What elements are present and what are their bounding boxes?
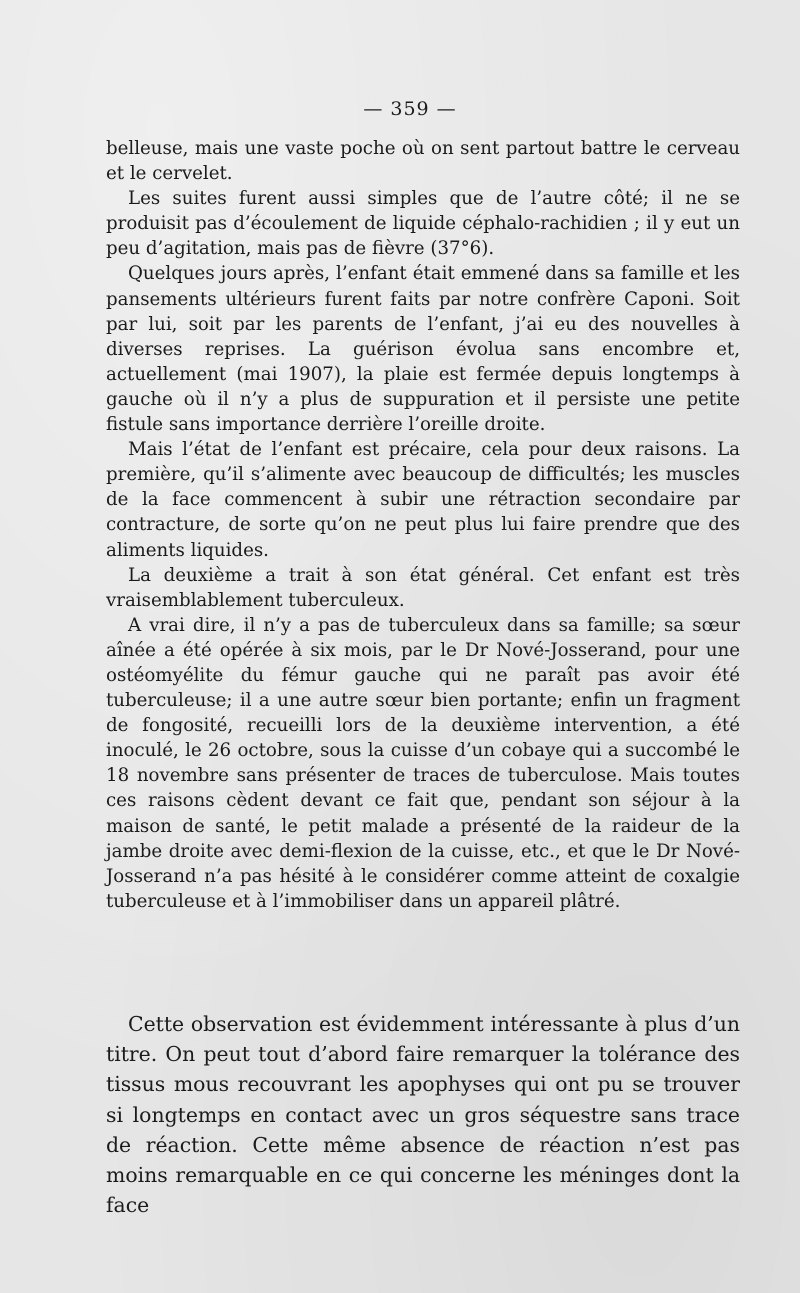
paragraph: Cette observation est évidemment intéressante à plus d’un titre. On peut tout d’abord faire remarquer la tolérance des tissus mous recouvrant les apophyses qui ont pu se trouver si longtemps en contact avec un gros séquestre sans trace de réaction. Cette même absence de réaction n’est pas moins remarquable en ce qui concerne les méninges dont la face	[106, 1012, 740, 1218]
discussion-text	[106, 1009, 740, 1220]
paragraph: Quelques jours après, l’enfant était emmené dans sa famille et les pansements ultérieurs furent faits par notre confrère Caponi. Soit par lui, soit par les parents de l’enfant, j’ai eu des nouvelles à diverses reprises. La guérison évolua sans encombre et, actuellement (mai 1907), la plaie est fermée depuis longtemps à gauche où il n’y a plus de suppuration et il persiste une petite fistule sans importance derrière l’oreille droite.	[106, 263, 740, 436]
page-number: — 359 —	[363, 98, 457, 120]
paragraph: belleuse, mais une vaste poche où on sent partout battre le cerveau et le cervelet.	[106, 138, 740, 185]
case-report-text	[106, 136, 740, 914]
paragraph: Mais l’état de l’enfant est précaire, cela pour deux raisons. La première, qu’il s’alimente avec beaucoup de difficultés; les muscles de la face commencent à subir une rétraction secondaire par contracture, de sorte qu’on ne peut plus lui faire prendre que des aliments liquides.	[106, 439, 740, 561]
paragraph: Les suites furent aussi simples que de l’autre côté; il ne se produisit pas d’écoulement de liquide céphalo-rachidien ; il y eut un peu d’agitation, mais pas de fièvre (37°6).	[106, 188, 740, 260]
paragraph: A vrai dire, il n’y a pas de tuberculeux dans sa famille; sa sœur aînée a été opérée à six mois, par le Dr Nové-Josserand, pour une ostéomyélite du fémur gauche qui ne paraît pas avoir été tuberculeuse; il a une autre sœur bien portante; enfin un fragment de fongosité, recueilli lors de la deuxième intervention, a été inoculé, le 26 octobre, sous la cuisse d’un cobaye qui a succombé le 18 novembre sans présenter de traces de tuberculose. Mais toutes ces raisons cèdent devant ce fait que, pendant son séjour à la maison de santé, le petit malade a présenté de la raideur de la jambe droite avec demi-flexion de la cuisse, etc., et que le Dr Nové-Josserand n’a pas hésité à le considérer comme atteint de coxalgie tuberculeuse et à l’immobiliser dans un appareil plâtré.	[106, 614, 740, 912]
paragraph: La deuxième a trait à son état général. Cet enfant est très vraisemblablement tuberculeux.	[106, 564, 740, 611]
